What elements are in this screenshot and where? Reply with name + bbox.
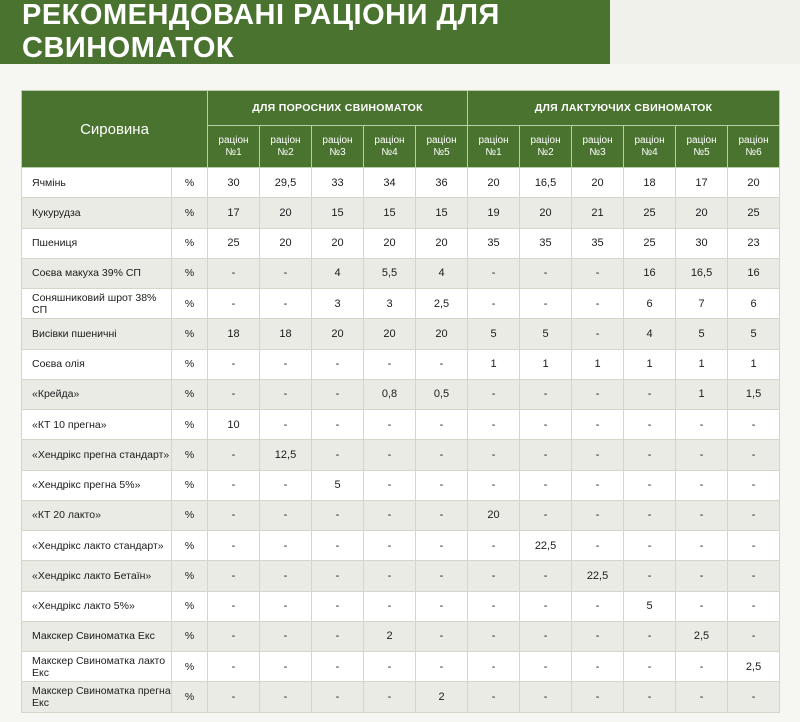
unit-cell: % <box>172 349 208 379</box>
value-cell: - <box>260 531 312 561</box>
value-cell: - <box>208 470 260 500</box>
value-cell: - <box>416 531 468 561</box>
value-cell: 20 <box>312 228 364 258</box>
value-cell: - <box>520 561 572 591</box>
unit-cell: % <box>172 228 208 258</box>
value-cell: - <box>260 682 312 712</box>
value-cell: - <box>520 470 572 500</box>
table-row <box>22 289 780 319</box>
table-row <box>22 440 780 470</box>
value-cell: 20 <box>416 228 468 258</box>
unit-cell: % <box>172 652 208 682</box>
unit-cell: % <box>172 258 208 288</box>
value-cell: - <box>624 410 676 440</box>
ration-table-container <box>21 90 779 713</box>
pregnant-ration-header-5: раціон №5 <box>416 126 468 168</box>
table-row <box>22 319 780 349</box>
value-cell: - <box>364 349 416 379</box>
value-cell: - <box>572 440 624 470</box>
value-cell: - <box>468 621 520 651</box>
ingredient-name: Ячмінь <box>22 168 172 198</box>
value-cell: - <box>364 682 416 712</box>
value-cell: - <box>468 470 520 500</box>
value-cell: 12,5 <box>260 440 312 470</box>
value-cell: - <box>416 591 468 621</box>
value-cell: - <box>312 500 364 530</box>
value-cell: 5 <box>728 319 780 349</box>
ingredient-name: Кукурудза <box>22 198 172 228</box>
value-cell: 4 <box>624 319 676 349</box>
value-cell: - <box>572 410 624 440</box>
value-cell: - <box>572 289 624 319</box>
value-cell: 21 <box>572 198 624 228</box>
value-cell: - <box>676 410 728 440</box>
value-cell: - <box>208 561 260 591</box>
unit-cell: % <box>172 289 208 319</box>
value-cell: 17 <box>208 198 260 228</box>
value-cell: 16 <box>728 258 780 288</box>
value-cell: - <box>260 500 312 530</box>
value-cell: 16,5 <box>520 168 572 198</box>
pregnant-sows-header: ДЛЯ ПОРОСНИХ СВИНОМАТОК <box>208 91 468 126</box>
value-cell: 0,8 <box>364 379 416 409</box>
table-row <box>22 470 780 500</box>
value-cell: 18 <box>260 319 312 349</box>
value-cell: 30 <box>208 168 260 198</box>
value-cell: 35 <box>572 228 624 258</box>
value-cell: - <box>364 561 416 591</box>
value-cell: - <box>416 652 468 682</box>
value-cell: 20 <box>676 198 728 228</box>
value-cell: - <box>572 652 624 682</box>
table-row <box>22 682 780 712</box>
raw-material-header: Сировина <box>22 91 208 168</box>
value-cell: - <box>468 561 520 591</box>
value-cell: - <box>624 561 676 591</box>
value-cell: - <box>468 591 520 621</box>
value-cell: - <box>260 289 312 319</box>
value-cell: - <box>416 470 468 500</box>
value-cell: - <box>416 349 468 379</box>
value-cell: - <box>208 591 260 621</box>
lactating-ration-header-5: раціон №5 <box>676 126 728 168</box>
value-cell: 18 <box>208 319 260 349</box>
unit-cell: % <box>172 440 208 470</box>
value-cell: 33 <box>312 168 364 198</box>
table-row <box>22 379 780 409</box>
value-cell: - <box>520 379 572 409</box>
value-cell: - <box>676 682 728 712</box>
value-cell: - <box>312 379 364 409</box>
unit-cell: % <box>172 319 208 349</box>
value-cell: 1 <box>468 349 520 379</box>
value-cell: - <box>676 531 728 561</box>
table-row <box>22 228 780 258</box>
value-cell: - <box>364 531 416 561</box>
value-cell: - <box>312 682 364 712</box>
value-cell: - <box>208 500 260 530</box>
value-cell: - <box>468 379 520 409</box>
value-cell: 3 <box>364 289 416 319</box>
value-cell: - <box>312 440 364 470</box>
unit-cell: % <box>172 621 208 651</box>
value-cell: 20 <box>468 500 520 530</box>
value-cell: - <box>312 591 364 621</box>
value-cell: - <box>208 289 260 319</box>
ingredient-name: Соєва макуха 39% СП <box>22 258 172 288</box>
value-cell: - <box>416 621 468 651</box>
value-cell: - <box>572 591 624 621</box>
value-cell: - <box>312 561 364 591</box>
lactating-ration-header-1: раціон №1 <box>468 126 520 168</box>
table-row <box>22 500 780 530</box>
value-cell: - <box>728 621 780 651</box>
value-cell: - <box>520 621 572 651</box>
ingredient-name: «КТ 20 лакто» <box>22 500 172 530</box>
value-cell: 19 <box>468 198 520 228</box>
value-cell: 25 <box>208 228 260 258</box>
pregnant-ration-header-4: раціон №4 <box>364 126 416 168</box>
value-cell: 1 <box>676 349 728 379</box>
table-row <box>22 410 780 440</box>
value-cell: 10 <box>208 410 260 440</box>
value-cell: - <box>416 410 468 440</box>
ingredient-name: «Хендрікс лакто стандарт» <box>22 531 172 561</box>
value-cell: 20 <box>364 319 416 349</box>
value-cell: - <box>676 652 728 682</box>
value-cell: 20 <box>468 168 520 198</box>
value-cell: - <box>468 652 520 682</box>
value-cell: - <box>468 410 520 440</box>
value-cell: 1 <box>572 349 624 379</box>
value-cell: 16 <box>624 258 676 288</box>
value-cell: 5 <box>676 319 728 349</box>
value-cell: - <box>208 349 260 379</box>
value-cell: 6 <box>728 289 780 319</box>
value-cell: 22,5 <box>520 531 572 561</box>
value-cell: - <box>572 258 624 288</box>
value-cell: - <box>520 410 572 440</box>
value-cell: 20 <box>728 168 780 198</box>
value-cell: 20 <box>572 168 624 198</box>
value-cell: 20 <box>260 228 312 258</box>
lactating-ration-header-6: раціон №6 <box>728 126 780 168</box>
value-cell: 15 <box>364 198 416 228</box>
value-cell: 7 <box>676 289 728 319</box>
value-cell: 1 <box>520 349 572 379</box>
value-cell: 1,5 <box>728 379 780 409</box>
value-cell: - <box>416 561 468 591</box>
value-cell: 6 <box>624 289 676 319</box>
value-cell: - <box>728 500 780 530</box>
value-cell: - <box>312 531 364 561</box>
value-cell: 5 <box>312 470 364 500</box>
value-cell: - <box>208 258 260 288</box>
value-cell: - <box>572 319 624 349</box>
value-cell: - <box>312 349 364 379</box>
value-cell: 20 <box>312 319 364 349</box>
value-cell: - <box>676 470 728 500</box>
value-cell: - <box>572 621 624 651</box>
value-cell: 5,5 <box>364 258 416 288</box>
unit-cell: % <box>172 470 208 500</box>
value-cell: - <box>728 410 780 440</box>
value-cell: - <box>468 440 520 470</box>
lactating-ration-header-2: раціон №2 <box>520 126 572 168</box>
value-cell: 30 <box>676 228 728 258</box>
table-row <box>22 258 780 288</box>
value-cell: 36 <box>416 168 468 198</box>
value-cell: - <box>572 531 624 561</box>
value-cell: 16,5 <box>676 258 728 288</box>
lactating-ration-header-4: раціон №4 <box>624 126 676 168</box>
value-cell: 0,5 <box>416 379 468 409</box>
value-cell: - <box>260 621 312 651</box>
value-cell: 2,5 <box>728 652 780 682</box>
value-cell: 1 <box>728 349 780 379</box>
value-cell: - <box>624 470 676 500</box>
value-cell: - <box>468 531 520 561</box>
ingredient-name: «Хендрікс лакто 5%» <box>22 591 172 621</box>
value-cell: 15 <box>312 198 364 228</box>
table-row <box>22 591 780 621</box>
value-cell: 5 <box>468 319 520 349</box>
value-cell: - <box>520 500 572 530</box>
value-cell: 20 <box>416 319 468 349</box>
ingredient-name: «Хендрікс прегна 5%» <box>22 470 172 500</box>
value-cell: 2,5 <box>676 621 728 651</box>
value-cell: 1 <box>624 349 676 379</box>
ingredient-name: Соняшниковий шрот 38% СП <box>22 289 172 319</box>
unit-cell: % <box>172 531 208 561</box>
value-cell: - <box>208 682 260 712</box>
value-cell: 25 <box>728 198 780 228</box>
value-cell: - <box>364 410 416 440</box>
table-row <box>22 168 780 198</box>
page-title: РЕКОМЕНДОВАНІ РАЦІОНИ ДЛЯ СВИНОМАТОК <box>22 0 500 64</box>
ingredient-name: «КТ 10 прегна» <box>22 410 172 440</box>
unit-cell: % <box>172 379 208 409</box>
unit-cell: % <box>172 198 208 228</box>
value-cell: 4 <box>416 258 468 288</box>
ingredient-name: Макскер Свиноматка прегна Екс <box>22 682 172 712</box>
value-cell: 1 <box>676 379 728 409</box>
ingredient-name: «Крейда» <box>22 379 172 409</box>
table-body <box>22 168 780 713</box>
value-cell: 20 <box>364 228 416 258</box>
ingredient-name: «Хендрікс лакто Бетаїн» <box>22 561 172 591</box>
ingredient-name: Макскер Свиноматка лакто Екс <box>22 652 172 682</box>
unit-cell: % <box>172 682 208 712</box>
value-cell: - <box>728 561 780 591</box>
value-cell: - <box>364 500 416 530</box>
table-header <box>22 91 780 168</box>
value-cell: 20 <box>520 198 572 228</box>
ingredient-name: Пшениця <box>22 228 172 258</box>
value-cell: - <box>520 652 572 682</box>
value-cell: - <box>468 258 520 288</box>
value-cell: 25 <box>624 198 676 228</box>
value-cell: - <box>676 440 728 470</box>
value-cell: - <box>520 591 572 621</box>
value-cell: 5 <box>624 591 676 621</box>
value-cell: 35 <box>468 228 520 258</box>
value-cell: 34 <box>364 168 416 198</box>
pregnant-ration-header-3: раціон №3 <box>312 126 364 168</box>
value-cell: 3 <box>312 289 364 319</box>
value-cell: 18 <box>624 168 676 198</box>
value-cell: - <box>208 379 260 409</box>
value-cell: - <box>260 379 312 409</box>
table-row <box>22 561 780 591</box>
value-cell: - <box>260 561 312 591</box>
value-cell: - <box>260 591 312 621</box>
value-cell: - <box>624 440 676 470</box>
value-cell: - <box>208 621 260 651</box>
value-cell: 20 <box>260 198 312 228</box>
value-cell: - <box>208 440 260 470</box>
value-cell: - <box>312 652 364 682</box>
value-cell: - <box>520 682 572 712</box>
value-cell: - <box>260 470 312 500</box>
value-cell: - <box>364 591 416 621</box>
lactating-ration-header-3: раціон №3 <box>572 126 624 168</box>
value-cell: - <box>260 410 312 440</box>
value-cell: - <box>520 440 572 470</box>
unit-cell: % <box>172 410 208 440</box>
value-cell: 5 <box>520 319 572 349</box>
value-cell: - <box>624 682 676 712</box>
unit-cell: % <box>172 591 208 621</box>
value-cell: - <box>624 621 676 651</box>
value-cell: - <box>364 440 416 470</box>
value-cell: - <box>572 470 624 500</box>
value-cell: - <box>572 682 624 712</box>
value-cell: - <box>676 591 728 621</box>
title-banner <box>0 0 800 64</box>
value-cell: 17 <box>676 168 728 198</box>
unit-cell: % <box>172 168 208 198</box>
value-cell: - <box>208 531 260 561</box>
ration-table <box>21 90 780 713</box>
value-cell: - <box>624 379 676 409</box>
value-cell: 2 <box>364 621 416 651</box>
value-cell: 4 <box>312 258 364 288</box>
value-cell: - <box>260 652 312 682</box>
unit-cell: % <box>172 500 208 530</box>
value-cell: - <box>728 591 780 621</box>
title-bar <box>0 0 610 64</box>
value-cell: 2 <box>416 682 468 712</box>
value-cell: - <box>312 410 364 440</box>
value-cell: 2,5 <box>416 289 468 319</box>
value-cell: 22,5 <box>572 561 624 591</box>
ingredient-name: Висівки пшеничні <box>22 319 172 349</box>
value-cell: - <box>624 531 676 561</box>
value-cell: - <box>468 682 520 712</box>
table-row <box>22 349 780 379</box>
value-cell: - <box>572 500 624 530</box>
ingredient-name: Макскер Свиноматка Екс <box>22 621 172 651</box>
value-cell: - <box>676 500 728 530</box>
value-cell: 25 <box>624 228 676 258</box>
table-row <box>22 652 780 682</box>
value-cell: - <box>520 258 572 288</box>
pregnant-ration-header-2: раціон №2 <box>260 126 312 168</box>
value-cell: 15 <box>416 198 468 228</box>
value-cell: - <box>260 258 312 288</box>
value-cell: - <box>624 500 676 530</box>
value-cell: - <box>728 440 780 470</box>
value-cell: - <box>520 289 572 319</box>
unit-cell: % <box>172 561 208 591</box>
value-cell: - <box>728 531 780 561</box>
table-row <box>22 621 780 651</box>
value-cell: - <box>364 652 416 682</box>
value-cell: - <box>676 561 728 591</box>
value-cell: 23 <box>728 228 780 258</box>
table-row <box>22 198 780 228</box>
value-cell: 35 <box>520 228 572 258</box>
value-cell: - <box>728 682 780 712</box>
value-cell: - <box>208 652 260 682</box>
value-cell: - <box>260 349 312 379</box>
value-cell: - <box>728 470 780 500</box>
value-cell: - <box>624 652 676 682</box>
lactating-sows-header: ДЛЯ ЛАКТУЮЧИХ СВИНОМАТОК <box>468 91 780 126</box>
value-cell: - <box>468 289 520 319</box>
value-cell: - <box>572 379 624 409</box>
ingredient-name: Соєва олія <box>22 349 172 379</box>
value-cell: - <box>416 500 468 530</box>
ingredient-name: «Хендрікс прегна стандарт» <box>22 440 172 470</box>
pregnant-ration-header-1: раціон №1 <box>208 126 260 168</box>
value-cell: - <box>312 621 364 651</box>
value-cell: 29,5 <box>260 168 312 198</box>
value-cell: - <box>416 440 468 470</box>
table-row <box>22 531 780 561</box>
value-cell: - <box>364 470 416 500</box>
